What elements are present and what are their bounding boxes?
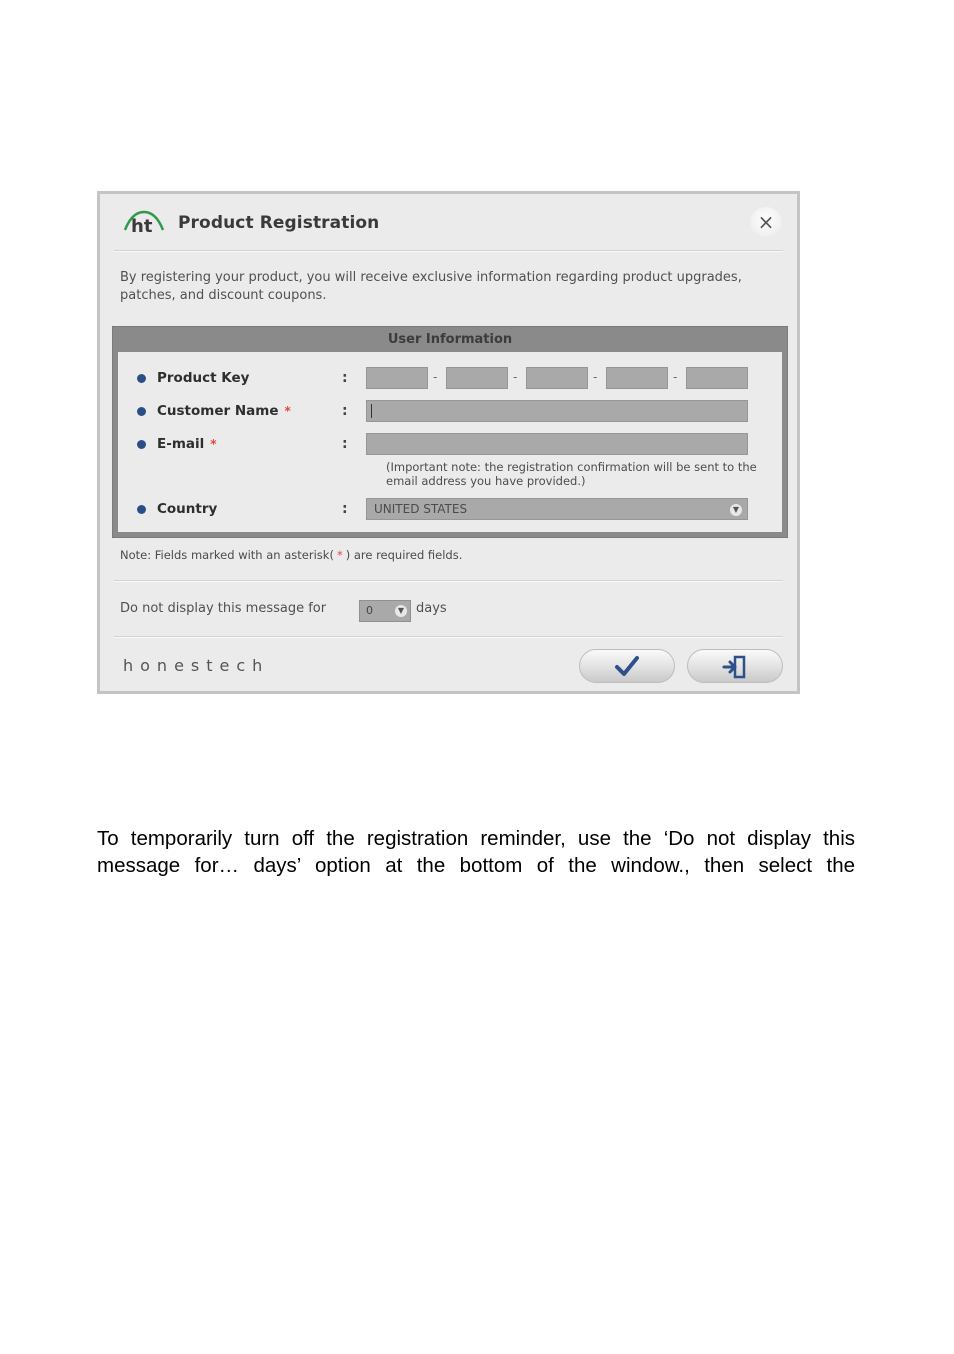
product-key-part-2[interactable] (446, 367, 508, 389)
confirm-button[interactable] (579, 649, 675, 683)
bullet-icon (137, 505, 146, 514)
product-key-label: Product Key (157, 370, 250, 386)
user-information-panel (112, 326, 788, 538)
days-value: 0 (366, 604, 373, 617)
country-select[interactable] (366, 498, 748, 520)
country-label: Country (157, 501, 218, 517)
key-separator: - (593, 370, 598, 384)
chevron-down-icon: ▼ (730, 504, 742, 516)
body-text: To temporarily turn off the registration reminder, use the ‘Do not display this message for… days’ option at the bottom of the window., then select the (97, 827, 855, 877)
product-key-part-5[interactable] (686, 367, 748, 389)
required-marker: * (210, 437, 217, 451)
key-separator: - (513, 370, 518, 384)
key-separator: - (433, 370, 438, 384)
divider (114, 580, 783, 582)
intro-text: By registering your product, you will receive exclusive information regarding product upgrades, patches, and discount coupons. (120, 270, 742, 303)
brand-wordmark: honestech (123, 656, 270, 675)
dialog-title: Product Registration (178, 213, 380, 233)
days-select[interactable] (359, 600, 411, 622)
key-separator: - (673, 370, 678, 384)
section-title: User Information (387, 332, 513, 347)
colon: : (342, 370, 348, 386)
colon: : (342, 501, 348, 517)
country-value: UNITED STATES (374, 502, 468, 516)
email-label: E-mail * (157, 436, 217, 452)
divider (114, 250, 783, 252)
colon: : (342, 403, 348, 419)
days-unit-label: days (416, 601, 447, 616)
checkmark-icon (614, 655, 640, 677)
required-fields-note: Note: Fields marked with an asterisk( * ) are required fields. (120, 548, 463, 562)
days-label: Do not display this message for (120, 601, 327, 616)
required-marker: * (284, 404, 291, 418)
customer-name-label: Customer Name * (157, 403, 291, 419)
bullet-icon (137, 407, 146, 416)
user-information-body (118, 352, 782, 532)
bullet-icon (137, 374, 146, 383)
divider (114, 636, 783, 638)
text-caret (371, 404, 372, 418)
product-registration-dialog (97, 191, 800, 694)
email-input[interactable] (366, 433, 748, 455)
product-key-part-4[interactable] (606, 367, 668, 389)
required-marker: * (336, 548, 343, 562)
customer-name-input[interactable] (366, 400, 748, 422)
honestech-logo (122, 210, 166, 236)
exit-door-icon (722, 655, 748, 679)
title-bar (100, 194, 797, 250)
close-icon[interactable]: × (750, 207, 782, 239)
svg-text:ht: ht (131, 216, 153, 236)
product-key-part-1[interactable] (366, 367, 428, 389)
bullet-icon (137, 440, 146, 449)
email-note: (Important note: the registration confirmation will be sent to the email address you have provided.) (386, 460, 757, 488)
colon: : (342, 436, 348, 452)
exit-button[interactable] (687, 649, 783, 683)
product-key-part-3[interactable] (526, 367, 588, 389)
chevron-down-icon: ▼ (395, 605, 407, 617)
